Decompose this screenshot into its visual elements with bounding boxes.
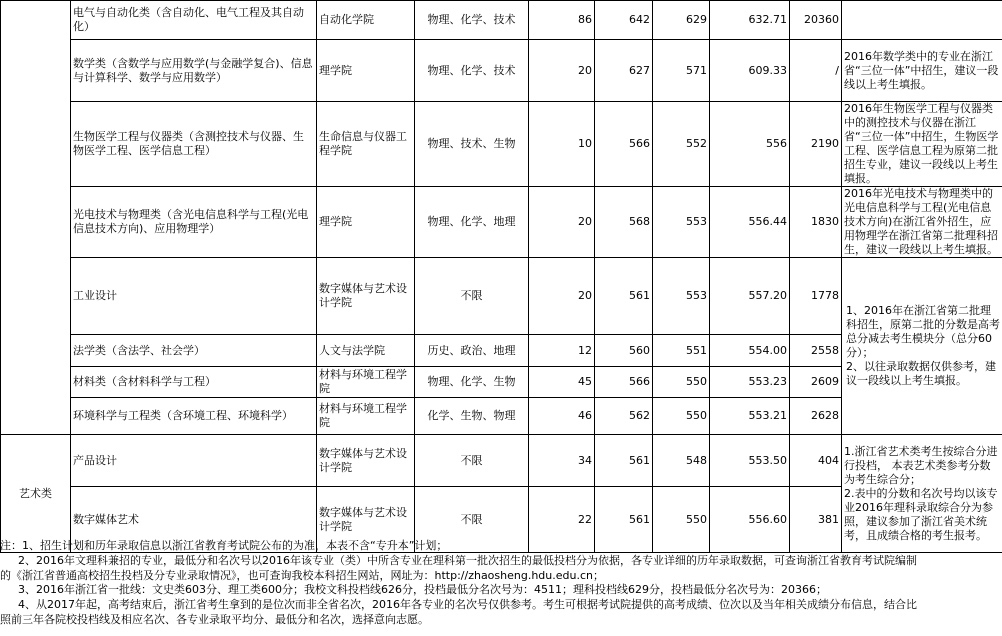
college-cell: 人文与法学院 — [317, 335, 415, 367]
rank-cell: 2558 — [790, 335, 842, 367]
group-note-cell: 1、2016年在浙江省第二批理科招生，原第二批的分数是高考总分减去考生模块分（总分60分）； 2、以往录取数据仅供参考，建议一段线以上考生填报。 — [842, 258, 1002, 435]
rank-cell: / — [790, 40, 842, 102]
max-score-cell: 566 — [595, 367, 653, 398]
table-row — [1, 258, 1002, 335]
category-cell — [1, 1, 71, 435]
max-score-cell: 566 — [595, 102, 653, 187]
note-cell: 2016年光电技术与物理类中的光电信息科学与工程(光电信息技术方向)在浙江省外招生，应用物理学在浙江省第二批理科招生，建议一段线以上考生填报。 — [842, 187, 1002, 258]
plan-cell: 46 — [529, 398, 595, 435]
rank-cell: 404 — [790, 435, 842, 487]
plan-cell: 20 — [529, 40, 595, 102]
footnote-line: 2、2016年文理科兼招的专业，最低分和名次号以2016年该专业（类）中所含专业在理科第一批次招生的最低投档分为依据，各专业详细的历年录取数据，可查询浙江省教育考试院编制 — [18, 553, 917, 567]
avg-score-cell: 556.44 — [710, 187, 790, 258]
rank-cell: 1778 — [790, 258, 842, 335]
min-score-cell: 553 — [653, 187, 710, 258]
footnote-line: 注：1、招生计划和历年录取信息以浙江省教育考试院公布的为准，本表不含“专升本”计划； — [0, 539, 448, 552]
min-score-cell: 550 — [653, 367, 710, 398]
min-score-cell: 571 — [653, 40, 710, 102]
max-score-cell: 568 — [595, 187, 653, 258]
avg-score-cell: 553.23 — [710, 367, 790, 398]
min-score-cell: 551 — [653, 335, 710, 367]
plan-cell: 20 — [529, 258, 595, 335]
avg-score-cell: 609.33 — [710, 40, 790, 102]
min-score-cell: 550 — [653, 398, 710, 435]
college-cell: 生命信息与仪器工程学院 — [317, 102, 415, 187]
college-cell: 材料与环境工程学院 — [317, 367, 415, 398]
min-score-cell: 550 — [653, 487, 710, 553]
subjects-cell: 不限 — [415, 258, 529, 335]
art-category-cell: 艺术类 — [1, 435, 71, 553]
rank-cell: 2190 — [790, 102, 842, 187]
subjects-cell: 不限 — [415, 435, 529, 487]
table-row — [1, 102, 1002, 187]
max-score-cell: 561 — [595, 258, 653, 335]
max-score-cell: 642 — [595, 1, 653, 40]
plan-cell: 22 — [529, 487, 595, 553]
avg-score-cell: 556 — [710, 102, 790, 187]
avg-score-cell: 553.21 — [710, 398, 790, 435]
note-cell: 2016年生物医学工程与仪器类中的测控技术与仪器在浙江省“三位一体”中招生，生物医学工程、医学信息工程为原第二批招生专业，建议一段线以上考生填报。 — [842, 102, 1002, 187]
major-cell: 材料类（含材料科学与工程） — [71, 367, 317, 398]
avg-score-cell: 632.71 — [710, 1, 790, 40]
subjects-cell: 不限 — [415, 487, 529, 553]
plan-cell: 34 — [529, 435, 595, 487]
major-cell: 数字媒体艺术 — [71, 487, 317, 553]
min-score-cell: 552 — [653, 102, 710, 187]
footnote-line: 照前三年各院校投档线及相应名次、各专业录取平均分、最低分和名次，选择意向志愿。 — [0, 612, 429, 626]
footnote-line: 3、2016年浙江省一批线：文史类603分、理工类600分；我校文科投档线626分，投档最低分名次号为：4511；理科投档线629分，投档最低分名次号为：20366； — [18, 583, 827, 597]
table-row — [1, 187, 1002, 258]
max-score-cell: 561 — [595, 487, 653, 553]
major-cell: 产品设计 — [71, 435, 317, 487]
footnote-line: 4、从2017年起，高考结束后，浙江省考生拿到的是位次而非全省名次，2016年各专业的名次号仅供参考。考生可根据考试院提供的高考成绩、位次以及当年相关成绩分布信息，结合比 — [18, 598, 917, 612]
subjects-cell: 物理、技术、生物 — [415, 102, 529, 187]
major-cell: 法学类（含法学、社会学） — [71, 335, 317, 367]
table-row — [1, 1, 1002, 40]
footnote-line: 的《浙江省普通高校招生投档及分专业录取情况》，也可查询我校本科招生网站，网址为：http://zhaosheng.hdu.edu.cn； — [0, 568, 604, 582]
major-cell: 数学类（含数学与应用数学(与金融学复合)、信息与计算科学、数学与应用数学） — [71, 40, 317, 102]
max-score-cell: 627 — [595, 40, 653, 102]
subjects-cell: 物理、化学、地理 — [415, 187, 529, 258]
plan-cell: 10 — [529, 102, 595, 187]
major-cell: 工业设计 — [71, 258, 317, 335]
college-cell: 理学院 — [317, 187, 415, 258]
avg-score-cell: 557.20 — [710, 258, 790, 335]
min-score-cell: 629 — [653, 1, 710, 40]
plan-cell: 20 — [529, 187, 595, 258]
subjects-cell: 历史、政治、地理 — [415, 335, 529, 367]
college-cell: 数字媒体与艺术设计学院 — [317, 435, 415, 487]
plan-cell: 12 — [529, 335, 595, 367]
plan-cell: 86 — [529, 1, 595, 40]
max-score-cell: 560 — [595, 335, 653, 367]
rank-cell: 2609 — [790, 367, 842, 398]
major-cell: 电气与自动化类（含自动化、电气工程及其自动化） — [71, 1, 317, 40]
college-cell: 理学院 — [317, 40, 415, 102]
rank-cell: 1830 — [790, 187, 842, 258]
max-score-cell: 561 — [595, 435, 653, 487]
college-cell: 数字媒体与艺术设计学院 — [317, 258, 415, 335]
rank-cell: 20360 — [790, 1, 842, 40]
note-cell: 2016年数学类中的专业在浙江省“三位一体”中招生，建议一段线以上考生填报。 — [842, 40, 1002, 102]
min-score-cell: 548 — [653, 435, 710, 487]
footnotes — [0, 539, 1000, 628]
college-cell: 数字媒体与艺术设计学院 — [317, 487, 415, 553]
avg-score-cell: 553.50 — [710, 435, 790, 487]
table-row — [1, 435, 1002, 487]
rank-cell: 381 — [790, 487, 842, 553]
max-score-cell: 562 — [595, 398, 653, 435]
subjects-cell: 物理、化学、技术 — [415, 40, 529, 102]
subjects-cell: 物理、化学、生物 — [415, 367, 529, 398]
note-cell — [842, 1, 1002, 40]
avg-score-cell: 554.00 — [710, 335, 790, 367]
table-row — [1, 40, 1002, 102]
min-score-cell: 553 — [653, 258, 710, 335]
subjects-cell: 化学、生物、物理 — [415, 398, 529, 435]
art-note-cell: 1.浙江省艺术类考生按综合分进行投档， 本表艺术类参考分数为考生综合分； 2.表中的分数和名次号均以该专业2016年理科录取综合分为参照，建议参加了浙江省美术统考，且成绩合格的考生报考。 — [842, 435, 1002, 553]
avg-score-cell: 556.60 — [710, 487, 790, 553]
major-cell: 环境科学与工程类（含环境工程、环境科学） — [71, 398, 317, 435]
major-cell: 生物医学工程与仪器类（含测控技术与仪器、生物医学工程、医学信息工程） — [71, 102, 317, 187]
college-cell: 材料与环境工程学院 — [317, 398, 415, 435]
subjects-cell: 物理、化学、技术 — [415, 1, 529, 40]
rank-cell: 2628 — [790, 398, 842, 435]
major-cell: 光电技术与物理类（含光电信息科学与工程(光电信息技术方向)、应用物理学） — [71, 187, 317, 258]
college-cell: 自动化学院 — [317, 1, 415, 40]
plan-cell: 45 — [529, 367, 595, 398]
